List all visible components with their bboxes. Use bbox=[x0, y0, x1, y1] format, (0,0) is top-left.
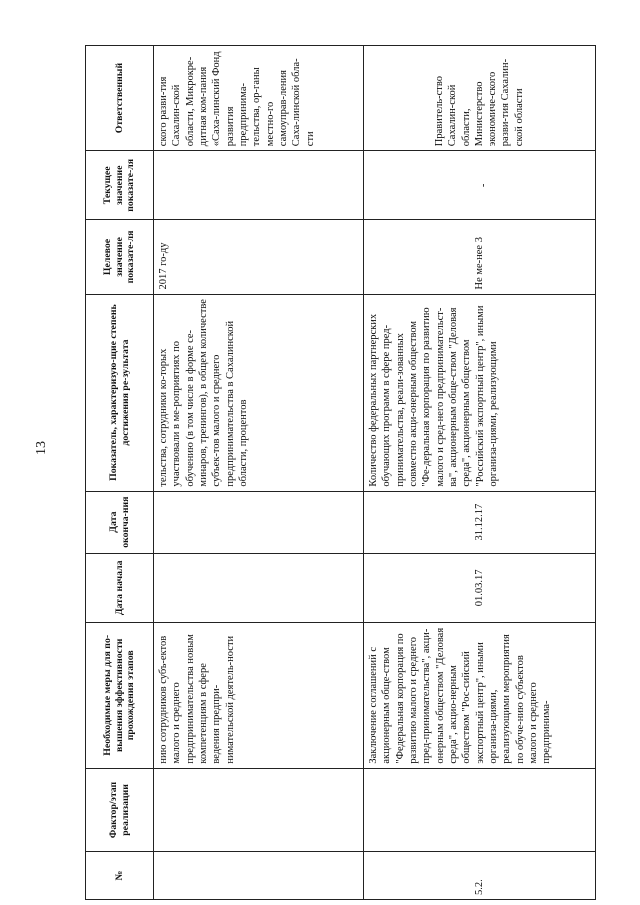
header-target: Целевое значение показате-ля bbox=[86, 220, 154, 294]
header-current: Текущее значение показате-ля bbox=[86, 151, 154, 220]
cell-factor bbox=[364, 768, 596, 852]
header-responsible: Ответственный bbox=[86, 46, 154, 151]
cell-measures: нию сотрудников субъ-ектов малого и среднего предпринимательства новым компетенциям в сфере ведения предпри-нимательской деятель-ности bbox=[154, 622, 364, 768]
measures-table bbox=[85, 45, 596, 900]
table-row bbox=[154, 46, 364, 900]
cell-target: Не ме-нее 3 bbox=[364, 220, 596, 294]
cell-num bbox=[154, 852, 364, 900]
cell-target: 2017 го-ду bbox=[154, 220, 364, 294]
cell-end bbox=[154, 491, 364, 553]
header-indicator: Показатель, характеризую-щие степень достижения ре-зультата bbox=[86, 294, 154, 491]
header-end: Дата оконча-ния bbox=[86, 491, 154, 553]
page-number: 13 bbox=[34, 441, 49, 455]
table-header-row bbox=[86, 46, 154, 900]
cell-indicator: Количество федеральных партнерских обучающих программ в сфере пред-принимательства, реали-зованных совместно акци-онерным обществом "Фе-деральная корпорация по развитию малого и сред-него предпринимательст-ва", акционерным обще-ством "Деловая среда", акционерным обществом "Российский экспортный центр", иными организа-циями, реализующими bbox=[364, 294, 596, 491]
cell-start: 01.03.17 bbox=[364, 553, 596, 622]
cell-current bbox=[364, 151, 596, 220]
cell-current bbox=[154, 151, 364, 220]
cell-responsible: ского разви-тия Сахалин-ской области, Микрокре-дитная ком-пания «Саха-линский Фонд развития предпринима-тельства, ор-ганы местно-го самоуправ-ления Саха-линской обла-сти bbox=[154, 46, 364, 151]
cell-indicator: тельства, сотрудники ко-торых участвовали в ме-роприятиях по обучению (в том числе в форме се-минаров, тренингов), в общем количестве субъек-тов малого и среднего предпринимательства в Сахалинской области, процентов bbox=[154, 294, 364, 491]
header-factor: Фактор/этап реализации bbox=[86, 768, 154, 852]
cell-num: 5.2. bbox=[364, 852, 596, 900]
cell-responsible: Правитель-ство Сахалин-ской области, Министерство экономиче-ского разви-тия Сахалин-ской области bbox=[364, 46, 596, 151]
cell-measures: Заключение соглашений с акционерным обще-ством "Федеральная корпорация по развитию малого и среднего пред-принимательства", акци-онерным обществом "Деловая среда", акцио-нерным обществом "Рос-сийский экспортный центр", иными организа-циями, реализующими мероприятия по обуче-нию субъектов малого и среднего предпринима- bbox=[364, 622, 596, 768]
cell-start bbox=[154, 553, 364, 622]
current-dash: - bbox=[477, 183, 489, 188]
header-num: № bbox=[86, 852, 154, 900]
rotated-table-wrapper bbox=[85, 45, 585, 900]
table-row bbox=[364, 46, 596, 900]
header-start: Дата начала bbox=[86, 553, 154, 622]
cell-end: 31.12.17 bbox=[364, 491, 596, 553]
header-measures: Необходимые меры для по-вышения эффективности прохождения этапов bbox=[86, 622, 154, 768]
cell-factor bbox=[154, 768, 364, 852]
